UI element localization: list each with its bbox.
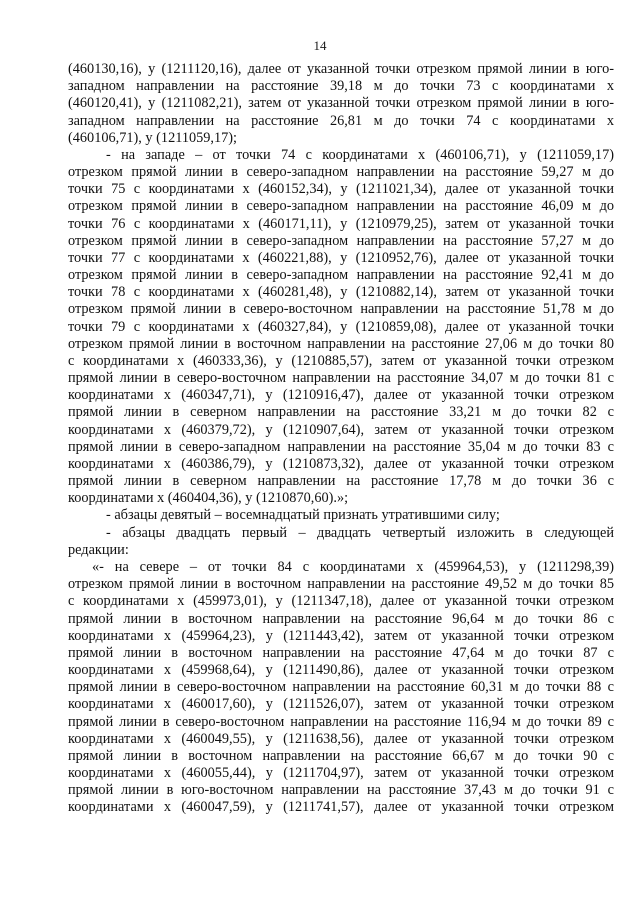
text-line: координатами х (459968,64), у (1211490,86), далее от указанной точки отрезком: [68, 662, 614, 679]
document-body: [68, 61, 614, 817]
page-number: 14: [313, 38, 327, 53]
text-line: прямой линии в северо-восточном направлении на расстояние 116,94 м до точки 89 с: [68, 713, 614, 730]
text-line: отрезком прямой линии в северо-западном направлении на расстояние 57,27 м до: [68, 232, 614, 249]
text-line: отрезком прямой линии в северо-восточном направлении на расстояние 51,78 м до: [68, 301, 614, 318]
text-line: с координатами х (460333,36), у (1210885,57), затем от указанной точки отрезком: [68, 352, 614, 369]
text-line: западном направлении на расстояние 39,18 м до точки 73 с координатами х: [68, 78, 614, 95]
text-line: отрезком прямой линии в восточном направлении на расстояние 49,52 м до точки 85: [68, 576, 614, 593]
text-line: отрезком прямой линии в восточном направлении на расстояние 27,06 м до точки 80: [68, 335, 614, 352]
text-line: с координатами х (459973,01), у (1211347,18), далее от указанной точки отрезком: [68, 593, 614, 610]
text-line: координатами х (460379,72), у (1210907,64), затем от указанной точки отрезком: [68, 421, 614, 438]
text-line: «- на севере – от точки 84 с координатами х (459964,53), у (1211298,39): [92, 558, 614, 575]
text-line: прямой линии в северном направлении на расстояние 17,78 м до точки 36 с: [68, 473, 614, 490]
text-line: координатами х (460347,71), у (1210916,47), далее от указанной точки отрезком: [68, 387, 614, 404]
text-line: точки 75 с координатами х (460152,34), у (1211021,34), далее от указанной точки: [68, 181, 614, 198]
text-line: отрезком прямой линии в северо-западном направлении на расстояние 59,27 м до: [68, 164, 614, 181]
text-line: точки 79 с координатами х (460327,84), у (1210859,08), далее от указанной точки: [68, 318, 614, 335]
text-line: прямой линии в северо-западном направлении на расстояние 35,04 м до точки 83 с: [68, 438, 614, 455]
text-line: прямой линии в северном направлении на расстояние 33,21 м до точки 82 с: [68, 404, 614, 421]
text-line: координатами х (460017,60), у (1211526,07), затем от указанной точки отрезком: [68, 696, 614, 713]
text-line: западном направлении на расстояние 26,81 м до точки 74 с координатами х: [68, 112, 614, 129]
text-line: отрезком прямой линии в северо-западном направлении на расстояние 92,41 м до: [68, 267, 614, 284]
text-line: отрезком прямой линии в северо-западном направлении на расстояние 46,09 м до: [68, 198, 614, 215]
text-line: - абзацы девятый – восемнадцатый признать утратившими силу;: [106, 507, 500, 524]
text-line: (460120,41), у (1211082,21), затем от указанной точки отрезком прямой линии в юго-: [68, 95, 614, 112]
text-line: прямой линии в юго-восточном направлении на расстояние 37,43 м до точки 91 с: [68, 782, 614, 799]
text-line: координатами х (460055,44), у (1211704,97), затем от указанной точки отрезком: [68, 765, 614, 782]
text-line: координатами х (460047,59), у (1211741,57), далее от указанной точки отрезком: [68, 799, 614, 816]
text-line: - абзацы двадцать первый – двадцать четвертый изложить в следующей: [106, 524, 614, 541]
text-line: (460130,16), у (1211120,16), далее от указанной точки отрезком прямой линии в юго-: [68, 61, 614, 77]
text-line: прямой линии в восточном направлении на расстояние 47,64 м до точки 87 с: [68, 644, 614, 661]
text-line: координатами х (460049,55), у (1211638,56), далее от указанной точки отрезком: [68, 730, 614, 747]
text-line: - на западе – от точки 74 с координатами х (460106,71), у (1211059,17): [106, 146, 614, 163]
text-line: точки 77 с координатами х (460221,88), у (1210952,76), далее от указанной точки: [68, 249, 614, 266]
text-line: точки 76 с координатами х (460171,11), у (1210979,25), затем от указанной точки: [68, 215, 614, 232]
text-line: прямой линии в северо-восточном направлении на расстояние 34,07 м до точки 81 с: [68, 370, 614, 387]
text-line: координатами х (459964,23), у (1211443,42), затем от указанной точки отрезком: [68, 627, 614, 644]
text-line: прямой линии в восточном направлении на расстояние 96,64 м до точки 86 с: [68, 610, 614, 627]
text-line: редакции:: [68, 541, 129, 558]
text-line: (460106,71), у (1211059,17);: [68, 129, 238, 146]
text-line: координатами х (460404,36), у (1210870,60).»;: [68, 490, 349, 507]
text-line: прямой линии в северо-восточном направлении на расстояние 60,31 м до точки 88 с: [68, 679, 614, 696]
text-line: прямой линии в восточном направлении на расстояние 66,67 м до точки 90 с: [68, 747, 614, 764]
text-line: точки 78 с координатами х (460281,48), у (1210882,14), затем от указанной точки: [68, 284, 614, 301]
text-line: координатами х (460386,79), у (1210873,32), далее от указанной точки отрезком: [68, 455, 614, 472]
